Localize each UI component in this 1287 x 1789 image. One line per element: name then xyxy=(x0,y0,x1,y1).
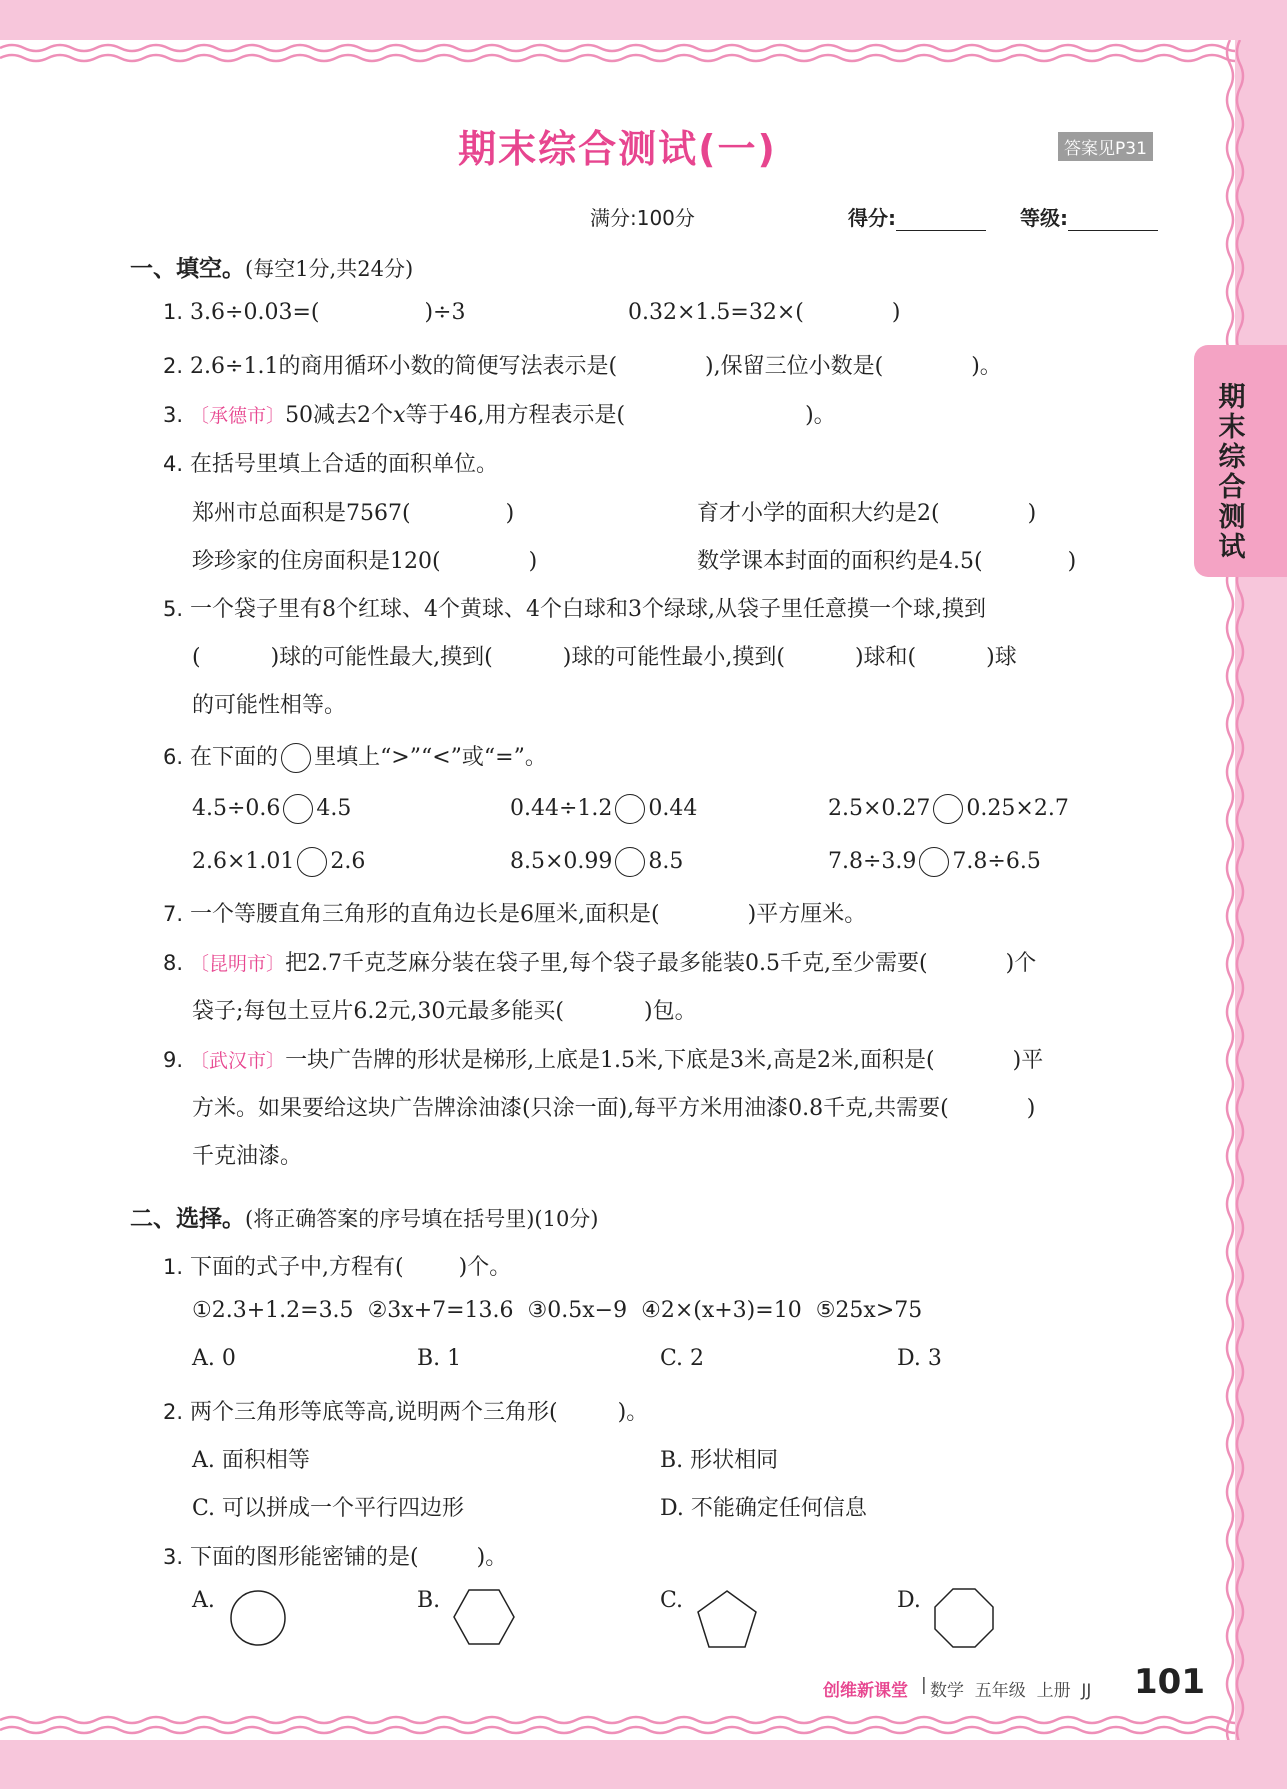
footer-separator: | xyxy=(921,1675,927,1695)
section2-heading xyxy=(130,1200,599,1233)
compare-item xyxy=(828,794,1069,824)
expr-right: 4.5 xyxy=(316,796,352,821)
q-text: 育才小学的面积大约是2( xyxy=(697,501,940,526)
score-label: 得分: xyxy=(848,206,896,230)
q1-9-line3: 千克油漆。 xyxy=(192,1144,303,1169)
q-number: 1. xyxy=(163,1255,184,1279)
city-tag: 〔承德市〕 xyxy=(190,405,286,427)
q1-3 xyxy=(163,398,836,429)
option-c[interactable]: C. 可以拼成一个平行四边形 xyxy=(192,1496,465,1521)
q-number: 2. xyxy=(163,354,184,378)
q1-8 xyxy=(163,946,1036,977)
q-text: ) xyxy=(1067,549,1077,574)
expr-left: 2.5×0.27 xyxy=(828,796,931,821)
section2-title: 二、选择。 xyxy=(130,1206,245,1232)
q-text: ),保留三位小数是( xyxy=(705,354,884,379)
section1-title: 一、填空。 xyxy=(130,256,245,282)
q-number: 4. xyxy=(163,452,184,476)
q1-5-line3: 的可能性相等。 xyxy=(192,693,347,718)
q-text: )。 xyxy=(617,1400,649,1425)
q-text: 郑州市总面积是7567( xyxy=(192,501,411,526)
q-text: 方米。如果要给这块广告牌涂油漆(只涂一面),每平方米用油漆0.8千克,共需要( xyxy=(192,1096,949,1121)
option-d[interactable]: D. xyxy=(897,1588,921,1613)
q1-9 xyxy=(163,1043,1043,1074)
expression-list xyxy=(192,1298,922,1323)
expr-right: 8.5 xyxy=(648,849,684,874)
expr-right: 2.6 xyxy=(330,849,366,874)
hexagon-shape-icon xyxy=(452,1588,516,1646)
q-text: ) xyxy=(1026,1096,1036,1121)
q-text: 一个等腰直角三角形的直角边长是6厘米,面积是( xyxy=(190,902,660,927)
q-text: )球 xyxy=(986,645,1017,670)
q-text: ) xyxy=(1027,501,1037,526)
right-wave-border xyxy=(1222,40,1248,1740)
expr-left: 0.44÷1.2 xyxy=(510,796,613,821)
q-text: 把2.7千克芝麻分装在袋子里,每个袋子最多能装0.5千克,至少需要( xyxy=(285,951,928,976)
footer-brand: 创维新课堂 xyxy=(823,1681,908,1701)
option-b[interactable]: B. 1 xyxy=(417,1346,462,1371)
q-text: 在下面的 xyxy=(190,745,279,770)
q-text: )球和( xyxy=(854,645,917,670)
option-a[interactable]: A. 0 xyxy=(192,1346,236,1371)
q-text: 两个三角形等底等高,说明两个三角形( xyxy=(190,1400,558,1425)
option-b[interactable]: B. 形状相同 xyxy=(660,1448,779,1473)
q1-9-line2 xyxy=(192,1091,1035,1122)
q-text: ) xyxy=(528,549,538,574)
q1-4-row1b xyxy=(697,496,1036,527)
q1-2 xyxy=(163,349,1002,380)
q-text: 袋子;每包土豆片6.2元,30元最多能买( xyxy=(192,999,564,1024)
q-number: 9. xyxy=(163,1048,184,1072)
expr-right: 7.8÷6.5 xyxy=(952,849,1041,874)
expr-left: 4.5÷0.6 xyxy=(192,796,281,821)
q-text: 50减去2个 xyxy=(285,403,394,428)
q-text: )。 xyxy=(476,1545,508,1570)
expression: ②3x+7=13.6 xyxy=(367,1298,514,1323)
q-number: 2. xyxy=(163,1400,184,1424)
page-sheet xyxy=(0,40,1235,1740)
q2-1 xyxy=(163,1250,511,1281)
page-number: 101 xyxy=(1134,1662,1205,1702)
q-text: 一个袋子里有8个红球、4个黄球、4个白球和3个绿球,从袋子里任意摸一个球,摸到 xyxy=(190,597,987,622)
q-text: ) xyxy=(891,300,901,325)
grade-label: 等级: xyxy=(1020,206,1068,230)
full-score-label: 满分:100分 xyxy=(590,206,695,230)
score-blank[interactable] xyxy=(896,212,986,231)
q-text: )个 xyxy=(1005,951,1037,976)
q-text: 2.6÷1.1的商用循环小数的简便写法表示是( xyxy=(190,354,618,379)
footer-info: 数学 五年级 上册 JJ xyxy=(930,1681,1092,1701)
compare-item xyxy=(192,847,365,877)
expr-right: 0.25×2.7 xyxy=(966,796,1069,821)
q-number: 7. xyxy=(163,902,184,926)
expression: ⑤25x>75 xyxy=(815,1298,923,1323)
expr-left: 2.6×1.01 xyxy=(192,849,295,874)
score-field[interactable] xyxy=(848,202,986,231)
compare-circle[interactable] xyxy=(933,794,963,824)
expression: ④2×(x+3)=10 xyxy=(641,1298,802,1323)
option-d[interactable]: D. 3 xyxy=(897,1346,942,1371)
compare-item xyxy=(192,794,351,824)
q-text: 里填上“>”“<”或“=”。 xyxy=(314,745,547,770)
q-number: 3. xyxy=(163,1545,184,1569)
grade-blank[interactable] xyxy=(1068,212,1158,231)
compare-circle[interactable] xyxy=(615,794,645,824)
q-number: 6. xyxy=(163,745,184,769)
q-text: )平 xyxy=(1012,1048,1044,1073)
option-c[interactable]: C. 2 xyxy=(660,1346,705,1371)
pentagon-shape-icon xyxy=(695,1588,759,1650)
compare-item xyxy=(510,847,683,877)
city-tag: 〔昆明市〕 xyxy=(190,953,286,975)
q-text: )。 xyxy=(971,354,1002,379)
q1-1-part2 xyxy=(628,300,900,325)
q-text: 在括号里填上合适的面积单位。 xyxy=(190,452,499,477)
q-text: 一块广告牌的形状是梯形,上底是1.5米,下底是3米,高是2米,面积是( xyxy=(285,1048,935,1073)
circle-shape-icon xyxy=(228,1588,288,1648)
compare-circle[interactable] xyxy=(919,847,949,877)
q-text: ) xyxy=(505,501,515,526)
q-text: )个。 xyxy=(458,1255,512,1280)
q1-4-row2b xyxy=(697,544,1076,575)
q-text: ( xyxy=(192,645,201,670)
option-c[interactable]: C. xyxy=(660,1588,684,1613)
page-title: 期末综合测试(一) xyxy=(458,127,777,171)
q-text: 珍珍家的住房面积是120( xyxy=(192,549,441,574)
q-number: 3. xyxy=(163,403,184,427)
q-text: )球的可能性最小,摸到( xyxy=(562,645,785,670)
q-number: 1. xyxy=(163,300,184,324)
expression: ①2.3+1.2=3.5 xyxy=(192,1298,354,1323)
q1-8-line2 xyxy=(192,994,697,1025)
top-wave-border xyxy=(0,38,1235,68)
q-text: 下面的式子中,方程有( xyxy=(190,1255,404,1280)
q-text: 数学课本封面的面积约是4.5( xyxy=(697,549,983,574)
expression: ③0.5x−9 xyxy=(527,1298,628,1323)
compare-circle[interactable] xyxy=(615,847,645,877)
q-number: 8. xyxy=(163,951,184,975)
compare-item xyxy=(828,847,1041,877)
expr-left: 8.5×0.99 xyxy=(510,849,613,874)
side-tab-label: 期末综合测试 xyxy=(1218,382,1246,563)
q1-5-line2 xyxy=(192,640,1017,671)
q1-4-row2a xyxy=(192,544,537,575)
city-tag: 〔武汉市〕 xyxy=(190,1050,286,1072)
q-text: )。 xyxy=(805,403,836,428)
q-text: )÷3 xyxy=(424,300,466,325)
compare-circle[interactable] xyxy=(283,794,313,824)
q2-3 xyxy=(163,1540,507,1571)
section1-note: (每空1分,共24分) xyxy=(245,257,414,281)
grade-field[interactable] xyxy=(1020,202,1158,231)
compare-item xyxy=(510,794,697,824)
circle-icon xyxy=(281,743,311,773)
chapter-side-tab xyxy=(1194,345,1287,577)
section1-heading xyxy=(130,250,413,283)
variable-x: x xyxy=(393,403,406,428)
q-text: 0.32×1.5=32×( xyxy=(628,300,804,325)
expr-right: 0.44 xyxy=(648,796,698,821)
q1-5 xyxy=(163,592,986,623)
option-d[interactable]: D. 不能确定任何信息 xyxy=(660,1496,867,1521)
q-number: 5. xyxy=(163,597,184,621)
q1-4 xyxy=(163,447,498,478)
bottom-wave-border xyxy=(0,1710,1235,1740)
q-text: )包。 xyxy=(643,999,697,1024)
compare-circle[interactable] xyxy=(297,847,327,877)
expr-left: 7.8÷3.9 xyxy=(828,849,917,874)
q-text: 下面的图形能密铺的是( xyxy=(190,1545,419,1570)
q-text: )球的可能性最大,摸到( xyxy=(270,645,493,670)
answer-reference-badge: 答案见P31 xyxy=(1058,132,1153,161)
q-text: 3.6÷0.03=( xyxy=(190,300,320,325)
option-a[interactable]: A. 面积相等 xyxy=(192,1448,310,1473)
q1-6 xyxy=(163,740,547,773)
q-text: 等于46,用方程表示是( xyxy=(405,403,626,428)
q-text: )平方厘米。 xyxy=(747,902,867,927)
q1-7 xyxy=(163,897,866,928)
q1-4-row1a xyxy=(192,496,514,527)
octagon-shape-icon xyxy=(933,1587,995,1649)
q2-2 xyxy=(163,1395,648,1426)
option-a[interactable]: A. xyxy=(192,1588,215,1613)
section2-note: (将正确答案的序号填在括号里)(10分) xyxy=(245,1207,599,1231)
option-b[interactable]: B. xyxy=(417,1588,441,1613)
q1-1 xyxy=(163,300,465,325)
